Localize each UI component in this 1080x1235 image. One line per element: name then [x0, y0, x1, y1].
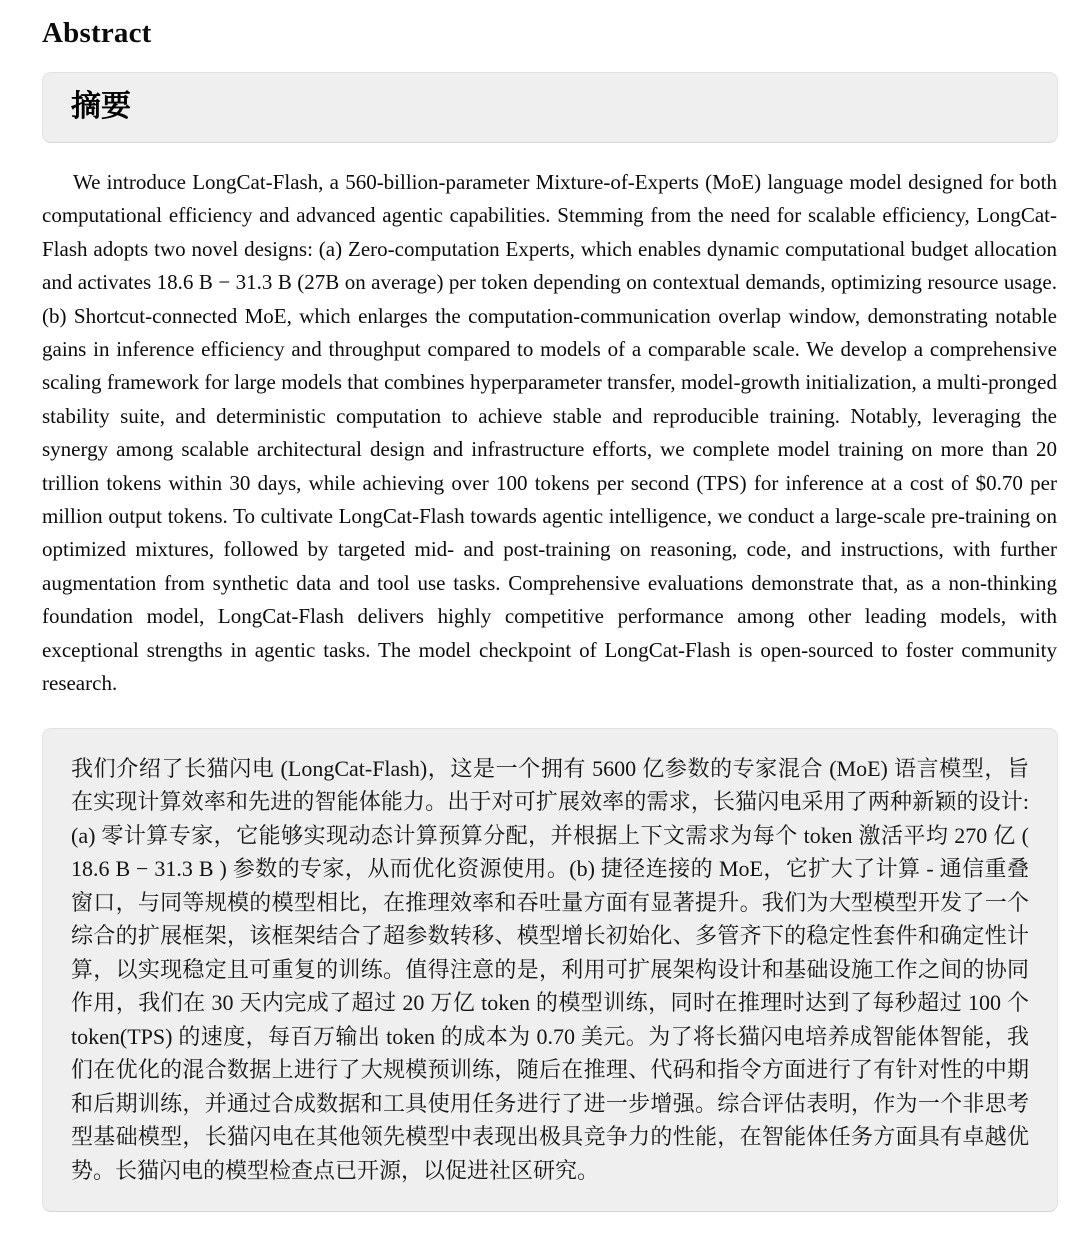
- chinese-abstract-title: 摘要: [71, 90, 131, 123]
- abstract-page: [42, 0, 1058, 1212]
- abstract-paragraph-zh: 我们介绍了长猫闪电 (LongCat-Flash)，这是一个拥有 5600 亿参数的专家混合 (MoE) 语言模型，旨在实现计算效率和先进的智能体能力。出于对可扩展效率的需求，长猫闪电采用了两种新颖的设计:(a) 零计算专家，它能够实现动态计算预算分配，并根据上下文需求为每个 token 激活平均 270 亿 ( 18.6 B − 31.3 B ) 参数的专家，从而优化资源使用。(b) 捷径连接的 MoE，它扩大了计算 - 通信重叠窗口，与同等规模的模型相比，在推理效率和吞吐量方面有显著提升。我们为大型模型开发了一个综合的扩展框架，该框架结合了超参数转移、模型增长初始化、多管齐下的稳定性套件和确定性计算，以实现稳定且可重复的训练。值得注意的是，利用可扩展架构设计和基础设施工作之间的协同作用，我们在 30 天内完成了超过 20 万亿 token 的模型训练，同时在推理时达到了每秒超过 100 个 token(TPS) 的速度，每百万输出 token 的成本为 0.70 美元。为了将长猫闪电培养成智能体智能，我们在优化的混合数据上进行了大规模预训练，随后在推理、代码和指令方面进行了有针对性的中期和后期训练，并通过合成数据和工具使用任务进行了进一步增强。综合评估表明，作为一个非思考型基础模型，长猫闪电在其他领先模型中表现出极具竞争力的性能，在智能体任务方面具有卓越优势。长猫闪电的模型检查点已开源，以促进社区研究。: [71, 755, 1029, 1183]
- abstract-heading: Abstract: [42, 17, 152, 49]
- chinese-abstract-title-box: [42, 72, 1058, 143]
- chinese-abstract-box: [42, 728, 1058, 1213]
- abstract-paragraph-en: We introduce LongCat-Flash, a 560-billion-parameter Mixture-of-Experts (MoE) language model designed for both computational efficiency and advanced agentic capabilities. Stemming from the need for scalable efficiency, LongCat-Flash adopts two novel designs: (a) Zero-computation Experts, which enables dynamic computational budget allocation and activates 18.6 B − 31.3 B (27B on average) per token depending on contextual demands, optimizing resource usage. (b) Shortcut-connected MoE, which enlarges the computation-communication overlap window, demonstrating notable gains in inference efficiency and throughput compared to models of a comparable scale. We develop a comprehensive scaling framework for large models that combines hyperparameter transfer, model-growth initialization, a multi-pronged stability suite, and deterministic computation to achieve stable and reproducible training. Notably, leveraging the synergy among scalable architectural design and infrastructure efforts, we complete model training on more than 20 trillion tokens within 30 days, while achieving over 100 tokens per second (TPS) for inference at a cost of $0.70 per million output tokens. To cultivate LongCat-Flash towards agentic intelligence, we conduct a large-scale pre-training on optimized mixtures, followed by targeted mid- and post-training on reasoning, code, and instructions, with further augmentation from synthetic data and tool use tasks. Comprehensive evaluations demonstrate that, as a non-thinking foundation model, LongCat-Flash delivers highly competitive performance among other leading models, with exceptional strengths in agentic tasks. The model checkpoint of LongCat-Flash is open-sourced to foster community research.: [42, 170, 1057, 696]
